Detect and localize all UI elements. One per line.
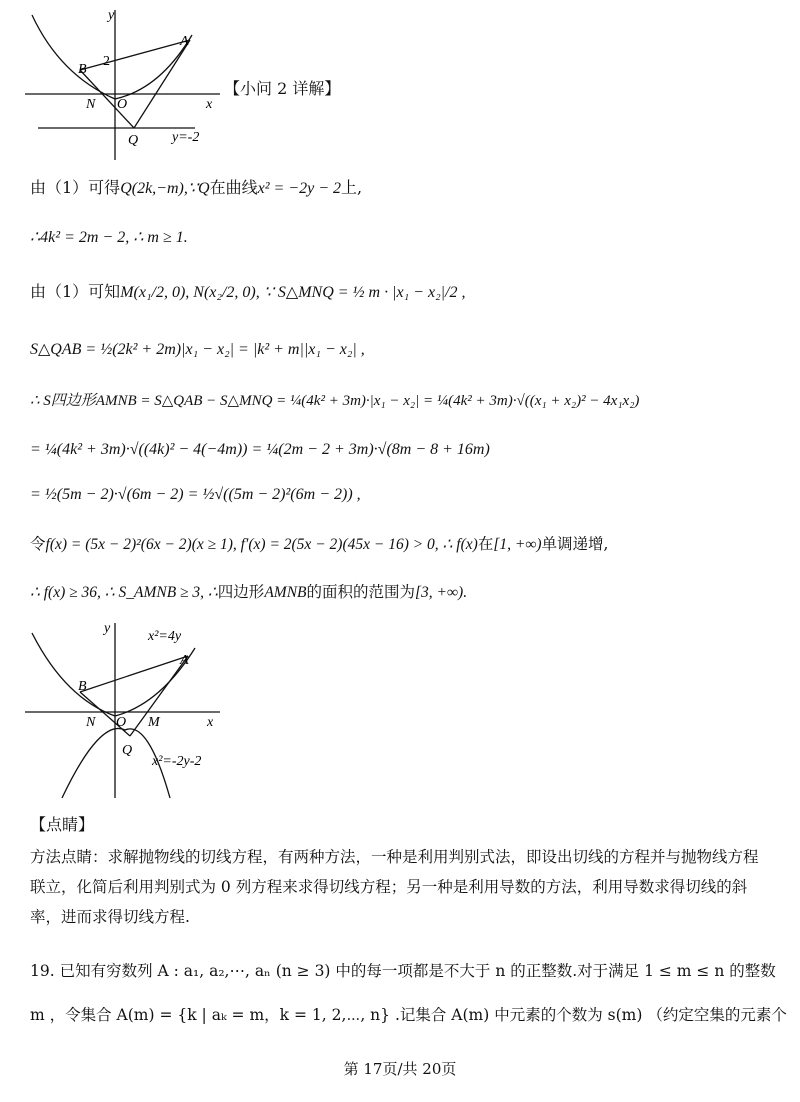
fig1-y-label: y <box>108 8 115 23</box>
l9-range: [3, +∞). <box>415 584 468 601</box>
solution-line-2: ∴4k² = 2m − 2, ∴ m ≥ 1. <box>30 229 188 246</box>
question-19-line-2: m ，令集合 A(m) = {k | aₖ = m，k = 1, 2,⋯, n} .记集合 A(m) 中元素的个数为 s(m) （约定空集的元素个 <box>30 1006 787 1024</box>
fig2-y-label: y <box>104 621 111 636</box>
fig1-b-label: B <box>78 62 87 77</box>
fig2-m-label: M <box>148 715 160 730</box>
chord-ab <box>80 656 188 692</box>
solution-line-1 <box>30 178 362 200</box>
fig1-o-label: O <box>117 97 128 112</box>
l3-math: M(x₁/2, 0), N(x₂/2, 0), ∵ S△MNQ = ½ m · |x₁ − x₂|/2 , <box>120 284 466 301</box>
fig2-o-label: O <box>116 715 127 730</box>
l8-suffix: 单调递增, <box>541 535 609 553</box>
subquestion-label: 【小问 2 详解】 <box>224 79 341 98</box>
l9-math: ∴ f(x) ≥ 36, ∴ S_AMNB ≥ 3, ∴ <box>30 584 218 601</box>
solution-line-9 <box>30 582 467 603</box>
question-19-line-1: 19. 已知有穷数列 A : a₁, a₂,⋯, aₙ (n ≥ 3) 中的每一项都是不大于 n 的正整数.对于满足 1 ≤ m ≤ n 的整数 <box>30 962 776 980</box>
solution-line-3 <box>30 282 465 304</box>
upper-parabola <box>32 633 195 716</box>
solution-line-6: = ¼(4k² + 3m)·√((4k)² − 4(−4m)) = ¼(2m − 2 + 3m)·√(8m − 8 + 16m) <box>30 441 490 458</box>
solution-line-7: = ½(5m − 2)·√(6m − 2) = ½√((5m − 2)²(6m − 2)) , <box>30 486 361 503</box>
l9-text: 四边形 <box>217 583 265 601</box>
fig2-b-label: B <box>78 679 87 694</box>
l1-prefix: 由（1）可得 <box>30 178 121 197</box>
fig2-a-label: A <box>180 653 189 668</box>
l9-text2: 的面积的范围为 <box>306 583 416 601</box>
fig2-eq1-label: x²=4y <box>148 629 182 644</box>
l1-suffix: 上, <box>341 178 363 197</box>
l1-eq: x² = −2y − 2 <box>257 180 341 197</box>
l8-math: f(x) = (5x − 2)²(6x − 2)(x ≥ 1), f′(x) = 2(5x − 2)(45x − 16) > 0, ∴ f(x) <box>45 536 478 553</box>
fig1-x-label: x <box>206 97 213 112</box>
l1-math: Q(2k,−m),∵Q <box>120 180 210 197</box>
solution-line-8 <box>30 534 608 555</box>
tip-body: 方法点睛：求解抛物线的切线方程，有两种方法，一种是利用判别式法，即设出切线的方程并与抛物线方程联立，化简后利用判别式为 0 列方程来求得切线方程；另一种是利用导数的方法，利用导数求得切线的斜率，进而求得切线方程. <box>30 848 759 926</box>
figure-2 <box>20 618 240 803</box>
l3-prefix: 由（1）可知 <box>30 282 121 301</box>
l8-mid: 在 <box>477 535 494 553</box>
fig1-two-label: 2 <box>103 54 110 69</box>
l8-interval: [1, +∞) <box>493 536 542 553</box>
fig1-q-label: Q <box>128 133 139 148</box>
parabola <box>32 15 192 99</box>
fig1-line-label: y=-2 <box>172 130 200 145</box>
fig2-n-label: N <box>86 715 96 730</box>
fig1-n-label: N <box>86 97 96 112</box>
figure-1 <box>20 5 220 165</box>
tip-heading: 【点睛】 <box>30 815 95 834</box>
l8-prefix: 令 <box>30 535 46 553</box>
fig1-a-label: A <box>180 34 189 49</box>
fig2-q-label: Q <box>122 743 133 758</box>
solution-line-5: ∴ S四边形AMNB = S△QAB − S△MNQ = ¼(4k² + 3m)·|x₁ − x₂| = ¼(4k² + 3m)·√((x₁ + x₂)² − 4x₁x₂) <box>30 393 640 409</box>
solution-line-4: S△QAB = ½(2k² + 2m)|x₁ − x₂| = |k² + m||x₁ − x₂| , <box>30 341 365 358</box>
fig2-eq2-label: x²=-2y-2 <box>152 754 202 769</box>
l1-mid: 在曲线 <box>209 178 258 197</box>
page-footer: 第 17页/共 20页 <box>343 1060 457 1078</box>
l9-amnb: AMNB <box>264 584 307 601</box>
fig2-x-label: x <box>207 715 214 730</box>
